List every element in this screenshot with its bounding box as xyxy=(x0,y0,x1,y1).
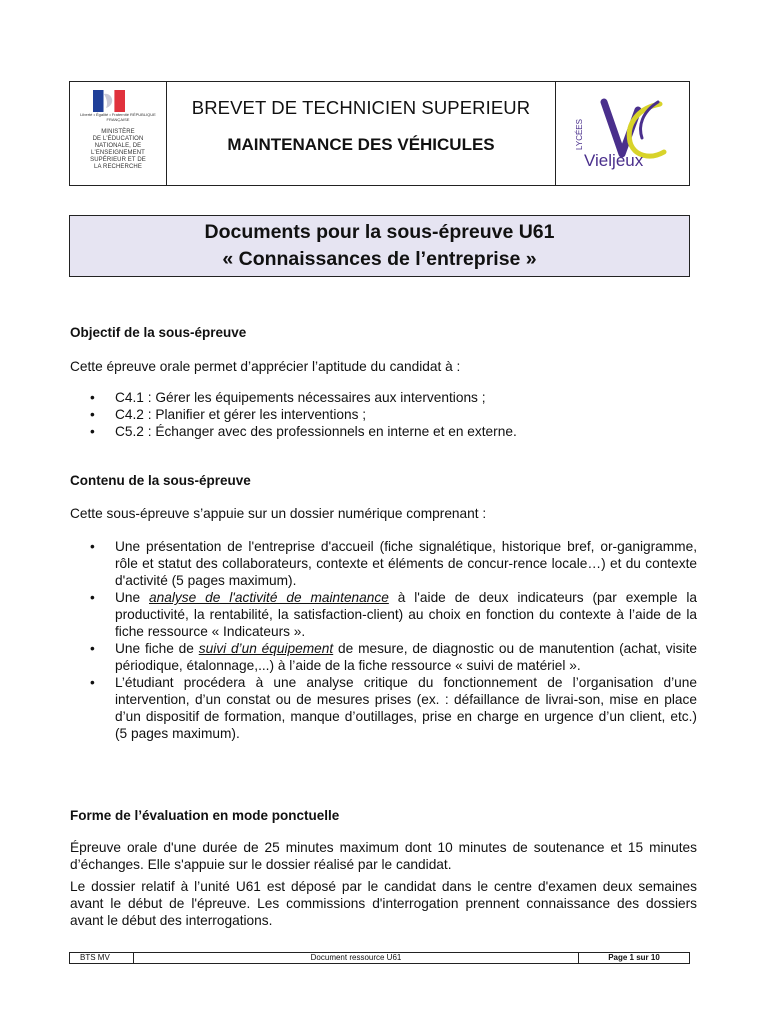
footer-left: BTS MV xyxy=(70,953,134,963)
forme-heading: Forme de l’évaluation en mode ponctuelle xyxy=(70,808,340,823)
forme-paragraph-1: Épreuve orale d'une durée de 25 minutes maximum dont 10 minutes de soutenance et 15 minutes d’échanges. Elle s'appuie sur le dossier réalisé par le candidat. xyxy=(70,840,697,872)
list-item: • Une analyse de l'activité de maintenance à l'aide de deux indicateurs (par exemple la productivité, la rentabilité, la satisfaction-client) au choix en fonction du contexte à l’aide de la fiche ressource « Indicateurs ». xyxy=(90,590,697,639)
document-title-line1: Documents pour la sous-épreuve U61 xyxy=(204,221,555,243)
lycees-vieljeux-logo-icon xyxy=(568,94,678,176)
page-number: Page 1 sur 10 xyxy=(608,953,660,962)
list-item: • C4.1 : Gérer les équipements nécessaires aux interventions ; xyxy=(90,390,486,405)
ministry-logo-cell xyxy=(70,82,167,185)
footer-center: Document ressource U61 xyxy=(134,953,579,963)
logo-small-text: LYCÉES xyxy=(575,119,584,150)
republic-tagline: Liberté • Égalité • Fraternité RÉPUBLIQUE FRANÇAISE xyxy=(80,112,156,122)
objectif-heading: Objectif de la sous-épreuve xyxy=(70,325,247,340)
list-item: • Une fiche de suivi d’un équipement de mesure, de diagnostic ou de manutention (achat, visite périodique, étalonnage,...) à l’aide de la fiche ressource « suivi de matériel ». xyxy=(90,641,697,673)
contenu-intro: Cette sous-épreuve s’appuie sur un dossier numérique comprenant : xyxy=(70,506,487,521)
header-title-cell xyxy=(167,82,555,185)
page-footer xyxy=(69,952,690,964)
list-item: • Une présentation de l'entreprise d'accueil (fiche signalétique, historique bref, or-ganigramme, rôle et statut des collaborateurs, contexte et éléments de concur-rence locale…) et du contexte d'activité (5 pages maximum). xyxy=(90,539,697,588)
diploma-subtitle: MAINTENANCE DES VÉHICULES xyxy=(227,135,495,154)
contenu-bullets xyxy=(70,538,697,742)
list-item: • L’étudiant procédera à une analyse critique du fonctionnement de l’organisation d’une intervention, d’un constat ou de mesures prises (ex. : défaillance de livrai-son, mise en place d’un dispositif de formation, manque d’outillages, prise en charge en urgence d’un client, etc.) (5 pages maximum). xyxy=(90,675,697,741)
diploma-title: BREVET DE TECHNICIEN SUPERIEUR xyxy=(191,97,531,118)
objectif-intro: Cette épreuve orale permet d’apprécier l’aptitude du candidat à : xyxy=(70,359,461,374)
suivi-equipement-link: suivi d’un équipement xyxy=(198,641,334,656)
document-title-line2: « Connaissances de l’entreprise » xyxy=(222,248,537,270)
header-table xyxy=(69,81,690,186)
list-item: • C4.2 : Planifier et gérer les interventions ; xyxy=(90,407,367,422)
list-item: • C5.2 : Échanger avec des professionnels en interne et en externe. xyxy=(90,424,517,439)
ministry-name: MINISTÈRE DE L'ÉDUCATION NATIONALE, DE L'ENSEIGNEMENT SUPÉRIEUR ET DE LA RECHERCHE xyxy=(90,129,146,170)
school-logo-cell xyxy=(555,82,689,185)
logo-big-text: Vieljeux xyxy=(584,151,644,170)
document-title-box xyxy=(69,215,690,277)
marianne-logo-icon xyxy=(93,90,125,112)
objectif-bullets xyxy=(70,389,697,440)
forme-paragraph-2: Le dossier relatif à l’unité U61 est déposé par le candidat dans le centre d'examen deux semaines avant le début de l'épreuve. Les commissions d'interrogation prennent connaissance des dossiers avant le début des interrogations. xyxy=(70,879,697,928)
analyse-activite-link: analyse de l'activité de maintenance xyxy=(149,590,389,605)
contenu-heading: Contenu de la sous-épreuve xyxy=(70,473,251,488)
